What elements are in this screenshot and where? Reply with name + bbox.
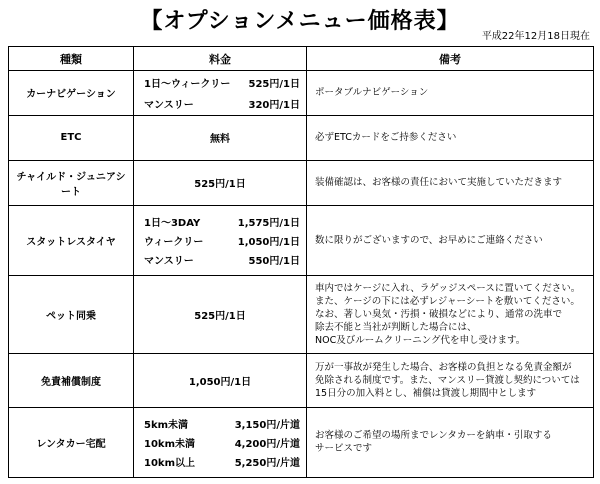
note-line: 装備確認は、お客様の責任において実施していただきます bbox=[315, 177, 563, 189]
price-line bbox=[140, 75, 300, 90]
row-note bbox=[307, 276, 594, 354]
table-row bbox=[9, 161, 594, 206]
row-price bbox=[134, 71, 307, 116]
note-line: サービスです bbox=[315, 443, 373, 455]
note-line: 除去不能と当社が判断した場合には、 bbox=[315, 321, 477, 333]
header-type: 種類 bbox=[9, 47, 134, 71]
header-row bbox=[9, 47, 594, 71]
row-price bbox=[134, 205, 307, 275]
price-value: 5,250円/片道 bbox=[234, 457, 300, 469]
price-label: 1日〜3DAY bbox=[144, 217, 201, 229]
price-value: 550円/1日 bbox=[248, 255, 300, 267]
row-note bbox=[307, 161, 594, 206]
note-line: 必ずETCカードをご持参ください bbox=[315, 132, 457, 144]
note-line: NOC及びルームクリーニング代を申し受けます。 bbox=[315, 334, 526, 346]
row-price: 525円/1日 bbox=[134, 161, 307, 206]
row-type: レンタカー宅配 bbox=[9, 407, 134, 477]
price-value: 3,150円/片道 bbox=[234, 419, 300, 431]
row-type: スタットレスタイヤ bbox=[9, 205, 134, 275]
price-value: 4,200円/片道 bbox=[234, 438, 300, 450]
row-price: 525円/1日 bbox=[134, 276, 307, 354]
row-note bbox=[307, 115, 594, 161]
row-price: 1,050円/1日 bbox=[134, 353, 307, 407]
note-line: 数に限りがございますので、お早めにご連絡ください bbox=[315, 234, 543, 246]
row-price: 無料 bbox=[134, 115, 307, 161]
price-label: 1日〜ウィークリー bbox=[144, 78, 231, 90]
note-line: お客様のご希望の場所までレンタカーを納車・引取する bbox=[315, 430, 552, 442]
table-row bbox=[9, 407, 594, 477]
price-value: 1,050円/1日 bbox=[237, 236, 300, 248]
row-type: ペット同乗 bbox=[9, 276, 134, 354]
price-line bbox=[140, 96, 300, 111]
note-line: 免除される制度です。また、マンスリー貸渡し契約については bbox=[315, 374, 580, 386]
table-row bbox=[9, 276, 594, 354]
header-price: 料金 bbox=[134, 47, 307, 71]
note-line: 15日分の加入料とし、補償は貸渡し期間中とします bbox=[315, 387, 537, 399]
row-note bbox=[307, 205, 594, 275]
table-row bbox=[9, 205, 594, 275]
price-label: マンスリー bbox=[144, 99, 194, 111]
note-line: 万が一事故が発生した場合、お客様の負担となる免責金額が bbox=[315, 361, 572, 373]
table-row bbox=[9, 353, 594, 407]
option-price-table bbox=[8, 46, 594, 478]
price-value: 525円/1日 bbox=[248, 78, 300, 90]
price-line bbox=[140, 435, 300, 450]
header-note: 備考 bbox=[307, 47, 594, 71]
price-line bbox=[140, 416, 300, 431]
note-line: なお、著しい臭気・汚損・破損などにより、通常の洗車で bbox=[315, 308, 563, 320]
note-line: ポータブルナビゲーション bbox=[315, 87, 429, 99]
row-type: カーナビゲーション bbox=[9, 71, 134, 116]
note-line: 車内ではケージに入れ、ラゲッジスペースに置いてください。 bbox=[315, 282, 581, 294]
price-label: 10km未満 bbox=[144, 438, 195, 450]
price-label: ウィークリー bbox=[144, 236, 204, 248]
row-note bbox=[307, 407, 594, 477]
row-note bbox=[307, 353, 594, 407]
price-value: 320円/1日 bbox=[248, 99, 300, 111]
table-row bbox=[9, 71, 594, 116]
price-line bbox=[140, 214, 300, 229]
price-line bbox=[140, 233, 300, 248]
effective-date: 平成22年12月18日現在 bbox=[481, 31, 590, 42]
price-line bbox=[140, 252, 300, 267]
price-value: 1,575円/1日 bbox=[237, 217, 300, 229]
price-label: 5km未満 bbox=[144, 419, 189, 431]
table-row bbox=[9, 115, 594, 161]
row-type: チャイルド・ジュニアシート bbox=[9, 161, 134, 206]
price-line bbox=[140, 454, 300, 469]
row-price bbox=[134, 407, 307, 477]
page-title: 【オプションメニュー価格表】 bbox=[140, 9, 460, 34]
price-label: マンスリー bbox=[144, 255, 194, 267]
row-note bbox=[307, 71, 594, 116]
row-type: 免責補償制度 bbox=[9, 353, 134, 407]
note-line: また、ケージの下には必ずレジャーシートを敷いてください。 bbox=[315, 295, 580, 307]
price-label: 10km以上 bbox=[144, 457, 195, 469]
row-type: ETC bbox=[9, 115, 134, 161]
